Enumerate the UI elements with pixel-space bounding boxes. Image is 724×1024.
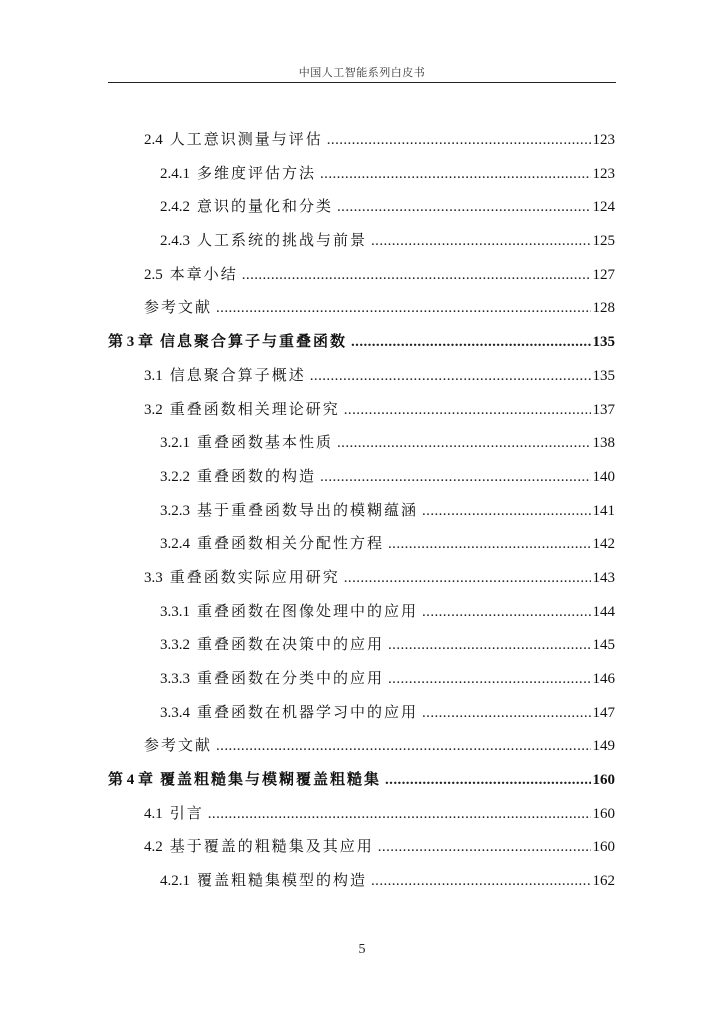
toc-dot-leader bbox=[216, 730, 590, 764]
toc-dot-leader bbox=[388, 528, 590, 562]
toc-dot-leader bbox=[422, 596, 590, 630]
toc-entry-page: 143 bbox=[592, 569, 615, 586]
toc-entry-title: 重叠函数相关理论研究 bbox=[169, 401, 340, 418]
toc-entry-title: 重叠函数基本性质 bbox=[197, 435, 334, 452]
toc-entry[interactable] bbox=[108, 394, 615, 428]
toc-entry[interactable] bbox=[108, 697, 615, 731]
toc-entry-page: 137 bbox=[592, 401, 615, 418]
toc-entry-number: 4.2 bbox=[144, 839, 163, 856]
toc-entry-page: 162 bbox=[592, 873, 615, 890]
toc-entry-page: 125 bbox=[592, 233, 615, 250]
toc-entry[interactable] bbox=[108, 259, 615, 293]
toc-entry-title: 参考文献 bbox=[144, 738, 213, 755]
toc-entry-number: 4.2.1 bbox=[160, 873, 190, 890]
toc-entry-page: 160 bbox=[592, 839, 615, 856]
toc-chapter-entry[interactable] bbox=[108, 326, 615, 360]
toc-chapter-entry[interactable] bbox=[108, 764, 615, 798]
toc-entry[interactable] bbox=[108, 495, 615, 529]
toc-entry-title: 引言 bbox=[169, 805, 204, 822]
toc-dot-leader bbox=[327, 124, 591, 158]
toc-entry-page: 123 bbox=[592, 132, 615, 148]
toc-entry-number: 2.4.1 bbox=[160, 165, 190, 182]
toc-entry-page: 128 bbox=[592, 300, 615, 317]
toc-entry[interactable] bbox=[108, 158, 615, 192]
toc-dot-leader bbox=[216, 292, 590, 326]
toc-dot-leader bbox=[388, 663, 590, 697]
toc-entry-page: 127 bbox=[592, 266, 615, 283]
toc-entry-page: 145 bbox=[592, 637, 615, 654]
toc-entry[interactable] bbox=[108, 562, 615, 596]
toc-entry[interactable] bbox=[108, 831, 615, 865]
toc-entry-title: 覆盖粗糙集与模糊覆盖粗糙集 bbox=[160, 772, 382, 789]
toc-entry[interactable] bbox=[108, 461, 615, 495]
toc-entry-title: 人工意识测量与评估 bbox=[169, 132, 323, 148]
toc-entry-number: 3.1 bbox=[144, 367, 163, 384]
toc-entry-number: 3.3.2 bbox=[160, 637, 190, 654]
toc-entry-title: 信息聚合算子概述 bbox=[169, 367, 306, 384]
toc-entry[interactable] bbox=[108, 360, 615, 394]
toc-dot-leader bbox=[208, 798, 591, 832]
toc-entry-number: 2.5 bbox=[144, 266, 163, 283]
toc-entry-title: 重叠函数相关分配性方程 bbox=[197, 536, 385, 553]
toc-entry[interactable] bbox=[108, 663, 615, 697]
toc-entry-title: 人工系统的挑战与前景 bbox=[197, 233, 368, 250]
toc-dot-leader bbox=[242, 259, 591, 293]
toc-entry-title: 基于重叠函数导出的模糊蕴涵 bbox=[197, 502, 419, 519]
toc-entry-title: 重叠函数在分类中的应用 bbox=[197, 671, 385, 687]
toc-entry-page: 146 bbox=[592, 671, 615, 687]
header-divider bbox=[108, 82, 616, 83]
toc-entry-number: 3.3.1 bbox=[160, 603, 190, 620]
toc-entry-number: 2.4.2 bbox=[160, 199, 190, 216]
toc-dot-leader bbox=[320, 461, 590, 495]
toc-entry[interactable] bbox=[108, 528, 615, 562]
page-number: 5 bbox=[358, 942, 366, 957]
toc-dot-leader bbox=[344, 562, 591, 596]
toc-entry-title: 覆盖粗糙集模型的构造 bbox=[197, 873, 368, 890]
toc-entry-page: 142 bbox=[592, 536, 615, 553]
toc-dot-leader bbox=[422, 495, 590, 529]
toc-dot-leader bbox=[337, 191, 590, 225]
toc-entry-number: 3.2.1 bbox=[160, 435, 190, 452]
toc-entry[interactable] bbox=[108, 596, 615, 630]
toc-entry[interactable] bbox=[108, 865, 615, 899]
toc-entry-number: 3.3.4 bbox=[160, 704, 190, 721]
toc-entry-title: 信息聚合算子与重叠函数 bbox=[160, 334, 348, 351]
toc-entry[interactable] bbox=[108, 629, 615, 663]
toc-entry[interactable] bbox=[108, 730, 615, 764]
toc-entry-number: 3.2.3 bbox=[160, 502, 190, 519]
toc-entry-page: 138 bbox=[592, 435, 615, 452]
toc-entry-number: 2.4 bbox=[144, 132, 163, 148]
toc-entry[interactable] bbox=[108, 191, 615, 225]
toc-entry-title: 重叠函数在机器学习中的应用 bbox=[197, 704, 419, 721]
toc-entry-page: 135 bbox=[592, 367, 615, 384]
toc-entry-page: 160 bbox=[592, 772, 615, 789]
toc-entry-title: 参考文献 bbox=[144, 300, 213, 317]
running-header: 中国人工智能系列白皮书 bbox=[298, 67, 426, 79]
toc-entry-number: 3.3.3 bbox=[160, 671, 190, 687]
toc-entry-title: 重叠函数在决策中的应用 bbox=[197, 637, 385, 654]
toc-entry-page: 149 bbox=[592, 738, 615, 755]
toc-entry-page: 160 bbox=[592, 805, 615, 822]
toc-entry-title: 本章小结 bbox=[169, 266, 238, 283]
toc-entry-number: 第 3 章 bbox=[108, 334, 154, 351]
toc-entry-page: 147 bbox=[592, 704, 615, 721]
toc-entry-page: 123 bbox=[592, 165, 615, 182]
toc-entry-number: 4.1 bbox=[144, 805, 163, 822]
toc-entry-page: 141 bbox=[592, 502, 615, 519]
toc-entry[interactable] bbox=[108, 798, 615, 832]
toc-dot-leader bbox=[320, 158, 590, 192]
toc-dot-leader bbox=[378, 831, 591, 865]
toc-entry[interactable] bbox=[108, 427, 615, 461]
toc-dot-leader bbox=[371, 225, 590, 259]
toc-entry[interactable] bbox=[108, 292, 615, 326]
toc-dot-leader bbox=[388, 629, 590, 663]
toc-entry-title: 意识的量化和分类 bbox=[197, 199, 334, 216]
toc-entry-number: 3.3 bbox=[144, 569, 163, 586]
toc-dot-leader bbox=[344, 394, 591, 428]
toc-entry-page: 144 bbox=[592, 603, 615, 620]
toc-entry-title: 基于覆盖的粗糙集及其应用 bbox=[169, 839, 374, 856]
toc-entry-number: 3.2.4 bbox=[160, 536, 190, 553]
toc-entry-title: 重叠函数的构造 bbox=[197, 468, 317, 485]
toc-entry-title: 多维度评估方法 bbox=[197, 165, 317, 182]
toc-dot-leader bbox=[371, 865, 590, 899]
toc-entry-title: 重叠函数实际应用研究 bbox=[169, 569, 340, 586]
toc-entry-number: 第 4 章 bbox=[108, 772, 154, 789]
toc-entry-page: 124 bbox=[592, 199, 615, 216]
toc-entry-number: 2.4.3 bbox=[160, 233, 190, 250]
toc-entry-number: 3.2.2 bbox=[160, 468, 190, 485]
table-of-contents bbox=[108, 124, 615, 899]
toc-entry[interactable] bbox=[108, 225, 615, 259]
toc-dot-leader bbox=[422, 697, 590, 731]
toc-entry-page: 140 bbox=[592, 468, 615, 485]
toc-entry-page: 135 bbox=[592, 334, 615, 351]
toc-dot-leader bbox=[351, 326, 590, 360]
toc-dot-leader bbox=[385, 764, 590, 798]
toc-entry[interactable] bbox=[108, 124, 615, 158]
toc-entry-title: 重叠函数在图像处理中的应用 bbox=[197, 603, 419, 620]
toc-entry-number: 3.2 bbox=[144, 401, 163, 418]
toc-dot-leader bbox=[337, 427, 590, 461]
toc-dot-leader bbox=[310, 360, 591, 394]
